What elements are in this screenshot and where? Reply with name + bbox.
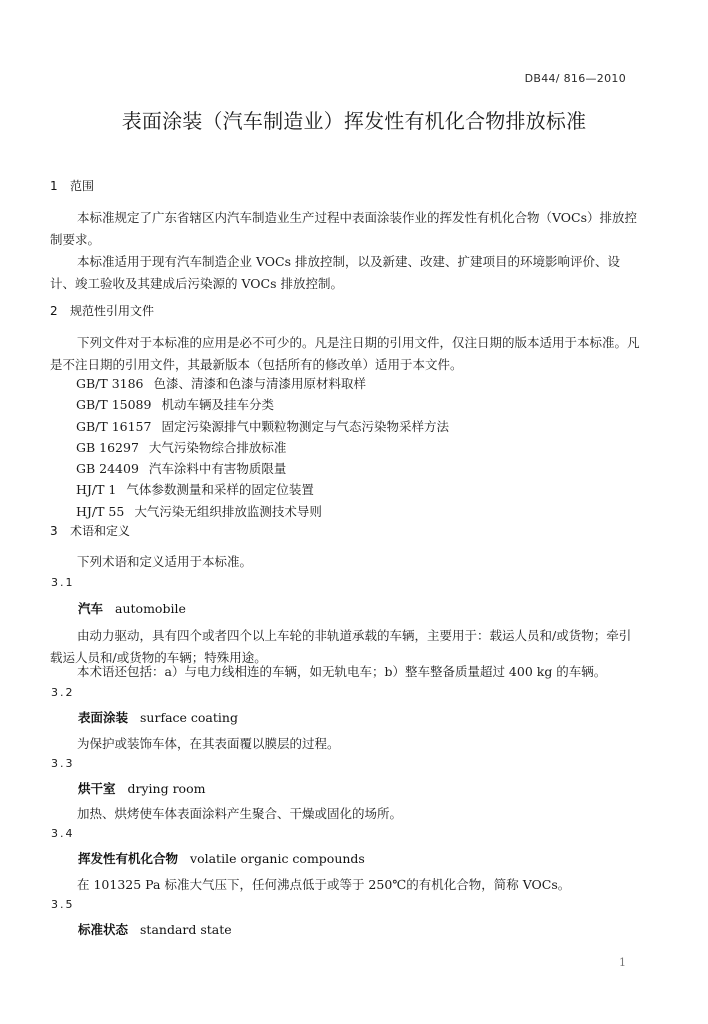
- scope-paragraph-1: 本标准规定了广东省辖区内汽车制造业生产过程中表面涂装作业的挥发性有机化合物（VOCs）排放控制要求。: [50, 210, 638, 247]
- subsection-number: 3.4: [51, 827, 75, 840]
- term-definition: 在 101325 Pa 标准大气压下，任何沸点低于或等于 250℃的有机化合物，简称 VOCs。: [77, 877, 571, 892]
- reference-item: [76, 479, 636, 500]
- document-title: 表面涂装（汽车制造业）挥发性有机化合物排放标准: [121, 109, 587, 133]
- subsection-number: 3.1: [51, 576, 75, 589]
- term-entry: [78, 599, 186, 619]
- section-heading-scope: [50, 177, 94, 195]
- reference-item: [76, 458, 636, 479]
- reference-title: 大气污染物综合排放标准: [148, 439, 287, 455]
- section-number: 2: [50, 304, 58, 318]
- terms-intro: 下列术语和定义适用于本标准。: [77, 554, 253, 569]
- term-chinese: 表面涂装: [78, 710, 129, 725]
- subsection-number: 3.5: [51, 898, 75, 911]
- reference-list: [76, 373, 636, 522]
- term-entry: [78, 708, 238, 728]
- term-english: drying room: [127, 781, 206, 796]
- reference-title: 气体参数测量和采样的固定位装置: [126, 482, 314, 498]
- reference-item: [76, 373, 636, 394]
- section-heading-terms: [50, 522, 130, 540]
- reference-code: GB 16297: [76, 439, 139, 455]
- section-title: 术语和定义: [70, 524, 131, 538]
- reference-code: GB/T 3186: [76, 376, 144, 391]
- reference-title: 汽车涂料中有害物质限量: [148, 461, 287, 477]
- scope-paragraph-2: 本标准适用于现有汽车制造企业 VOCs 排放控制，以及新建、改建、扩建项目的环境影响评价、设计、竣工验收及其建成后污染源的 VOCs 排放控制。: [50, 254, 620, 291]
- reference-code: HJ/T 1: [76, 482, 117, 498]
- term-english: volatile organic compounds: [190, 851, 365, 866]
- term-definition: 加热、烘烤使车体表面涂料产生聚合、干燥或固化的场所。: [77, 806, 403, 821]
- reference-item: [76, 437, 636, 458]
- term-chinese: 挥发性有机化合物: [78, 851, 179, 866]
- term-chinese: 标准状态: [78, 922, 129, 937]
- term-chinese: 烘干室: [78, 781, 116, 796]
- term-entry: [78, 920, 232, 940]
- term-definition: 由动力驱动，具有四个或者四个以上车轮的非轨道承载的车辆，主要用于：载运人员和/或货物；牵引载运人员和/或货物的车辆；特殊用途。: [50, 628, 632, 665]
- reference-item: [76, 394, 636, 415]
- reference-code: GB/T 15089: [76, 397, 152, 413]
- subsection-number: 3.2: [51, 686, 75, 699]
- reference-title: 大气污染无组织排放监测技术导则: [134, 503, 322, 519]
- reference-code: HJ/T 55: [76, 503, 125, 519]
- reference-title: 固定污染源排气中颗粒物测定与气态污染物采样方法: [161, 418, 449, 434]
- term-english: surface coating: [140, 710, 238, 725]
- section-heading-normative: [50, 302, 154, 320]
- term-definition: 为保护或装饰车体，在其表面覆以膜层的过程。: [77, 736, 340, 751]
- normative-intro: 下列文件对于本标准的应用是必不可少的。凡是注日期的引用文件，仅注日期的版本适用于本标准。凡是不注日期的引用文件，其最新版本（包括所有的修改单）适用于本文件。: [50, 335, 640, 372]
- reference-title: 机动车辆及挂车分类: [161, 397, 274, 413]
- term-entry: [78, 779, 205, 799]
- reference-code: GB/T 16157: [76, 418, 152, 434]
- term-chinese: 汽车: [78, 601, 104, 616]
- standard-number: DB44/ 816—2010: [524, 72, 626, 85]
- reference-title: 色漆、清漆和色漆与清漆用原材料取样: [153, 376, 367, 391]
- section-title: 规范性引用文件: [70, 304, 155, 318]
- term-english: automobile: [115, 601, 186, 616]
- subsection-number: 3.3: [51, 757, 75, 770]
- reference-item: [76, 416, 636, 437]
- term-note: 本术语还包括：a）与电力线相连的车辆，如无轨电车；b）整车整备质量超过 400 kg 的车辆。: [77, 664, 607, 679]
- section-number: 1: [50, 179, 58, 193]
- section-title: 范围: [70, 179, 95, 193]
- reference-code: GB 24409: [76, 461, 139, 477]
- term-english: standard state: [140, 922, 232, 937]
- reference-item: [76, 501, 636, 522]
- term-entry: [78, 849, 365, 869]
- section-number: 3: [50, 524, 58, 538]
- page-number: 1: [619, 956, 626, 969]
